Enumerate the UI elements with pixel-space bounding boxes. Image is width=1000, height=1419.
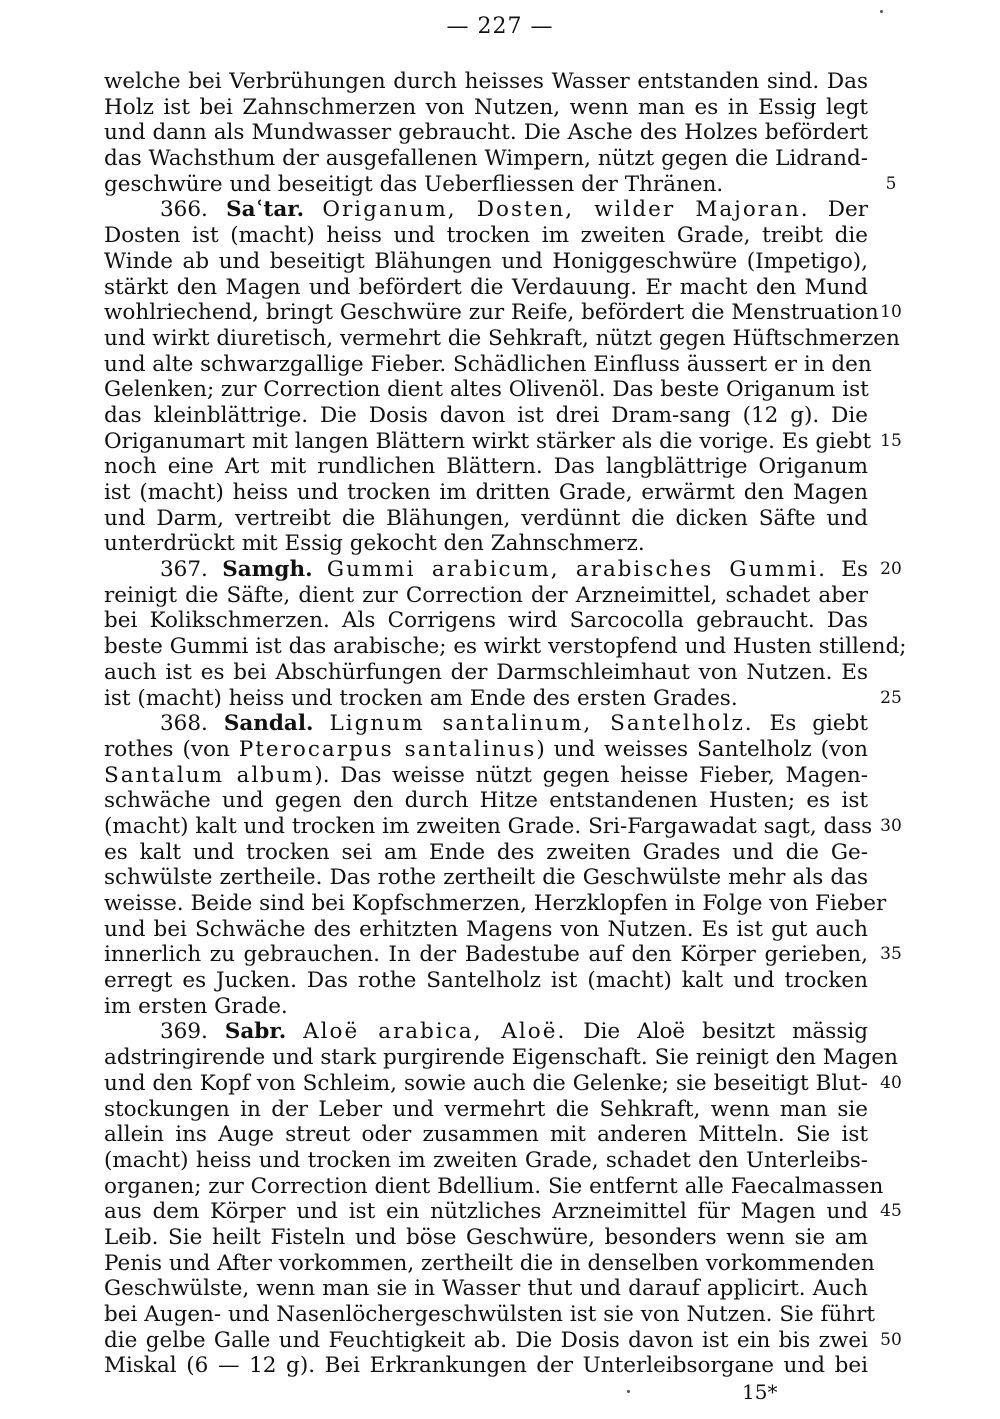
line-text xyxy=(104,480,868,506)
text-segment: Miskal (6 — 12 g). Bei Erkrankungen der Unterleibsorgane und bei xyxy=(104,1353,868,1379)
text-line xyxy=(104,531,868,557)
text-line xyxy=(104,1353,868,1379)
text-segment: stockungen in der Leber und vermehrt die Sehkraft, wenn man sie xyxy=(104,1096,868,1122)
line-text xyxy=(104,325,900,352)
text-segment: bei Kolikschmerzen. Als Corrigens wird Sarcocolla gebraucht. Das xyxy=(104,608,868,634)
text-segment: im ersten Grade. xyxy=(104,993,288,1019)
line-text xyxy=(104,1250,875,1277)
text-line xyxy=(104,300,902,326)
line-text xyxy=(104,506,868,532)
text-line xyxy=(104,557,902,583)
text-line xyxy=(104,275,868,301)
margin-line-number: 30 xyxy=(880,815,902,836)
text-line xyxy=(104,917,868,943)
text-line xyxy=(104,583,868,609)
entry-headword: Sandal. xyxy=(223,711,314,737)
line-text xyxy=(104,1225,868,1251)
text-segment: auch ist es bei Abschürfungen der Darmschleimhaut von Nutzen. Es xyxy=(104,659,868,685)
text-line xyxy=(104,737,868,763)
line-text xyxy=(104,840,868,866)
text-line xyxy=(104,95,868,121)
text-line xyxy=(104,891,887,917)
line-text xyxy=(104,531,868,557)
margin-line-number: 35 xyxy=(880,944,902,965)
text-segment: (macht) heiss und trocken im zweiten Grade, schadet den Unterleibs- xyxy=(104,1147,868,1173)
text-segment: und bei Schwäche des erhitzten Magens von Nutzen. Es ist gut auch xyxy=(104,916,868,942)
printer-signature-mark: 15* xyxy=(742,1380,778,1404)
line-text xyxy=(104,1097,868,1123)
line-text xyxy=(104,865,868,891)
line-text xyxy=(104,1148,868,1174)
text-segment: beste Gummi ist das arabische; es wirkt verstopfend und Husten stillend; xyxy=(104,634,907,660)
text-segment: ist (macht) heiss und trocken im dritten Grade, erwärmt den Magen xyxy=(104,480,868,505)
line-text xyxy=(104,1045,898,1071)
line-text xyxy=(104,994,868,1020)
line-text xyxy=(104,788,868,814)
text-segment xyxy=(304,197,322,222)
line-text xyxy=(104,197,868,223)
text-line xyxy=(104,994,868,1020)
text-segment xyxy=(314,711,330,736)
paper-speck xyxy=(880,10,883,13)
latin-name: Lignum santalinum, Santelholz. xyxy=(329,711,754,737)
line-text xyxy=(104,557,868,583)
text-segment xyxy=(286,1019,303,1044)
text-segment: Winde ab und beseitigt Blähungen und Honiggeschwüre (Impetigo), xyxy=(104,248,868,274)
line-text xyxy=(104,223,868,249)
text-segment: 366. xyxy=(160,197,227,223)
text-line xyxy=(104,1250,875,1277)
text-line xyxy=(104,1019,868,1045)
text-line xyxy=(104,685,902,712)
text-line xyxy=(104,146,868,172)
text-segment: 369. xyxy=(160,1019,225,1045)
line-text xyxy=(104,454,868,480)
line-text xyxy=(104,1353,868,1379)
text-segment: Penis und After vorkommen, zertheilt die in denselben vorkommenden xyxy=(104,1250,875,1276)
entry-headword: Sabr. xyxy=(224,1019,287,1045)
margin-line-number: 25 xyxy=(880,687,902,708)
latin-name: Pterocarpus santalinus xyxy=(238,736,537,762)
text-segment: das Wachsthum der ausgefallenen Wimpern, nützt gegen die Lidrand- xyxy=(104,146,868,172)
text-segment: schwülste zertheile. Das rothe zertheilt die Geschwülste mehr als das xyxy=(104,865,868,891)
margin-line-number: 10 xyxy=(880,302,902,323)
line-text xyxy=(104,1173,884,1200)
text-line xyxy=(104,660,868,686)
text-line xyxy=(104,351,872,378)
line-text xyxy=(104,968,868,994)
line-text xyxy=(104,737,868,763)
text-line xyxy=(104,1173,884,1200)
text-line xyxy=(104,788,868,814)
line-text xyxy=(104,711,868,737)
line-text xyxy=(104,1019,868,1045)
line-text xyxy=(104,1199,868,1225)
text-segment: rothes (von xyxy=(104,736,239,762)
text-segment: allein ins Auge streut oder zusammen mit anderen Mitteln. Sie ist xyxy=(104,1122,868,1148)
line-text xyxy=(104,1276,868,1302)
latin-name: Santalum album xyxy=(104,762,315,788)
line-text xyxy=(104,634,907,660)
text-line xyxy=(104,1045,898,1071)
line-text xyxy=(104,95,868,121)
text-segment: Es xyxy=(826,557,868,583)
line-text xyxy=(104,660,868,686)
text-line xyxy=(104,249,868,275)
text-line xyxy=(104,608,868,634)
line-text xyxy=(104,146,868,172)
margin-line-number: 15 xyxy=(880,430,902,451)
latin-name: Aloë arabica, Aloë. xyxy=(303,1019,567,1045)
text-segment: bei Augen- und Nasenlöchergeschwülsten ist sie von Nutzen. Sie führt xyxy=(104,1302,876,1327)
text-line xyxy=(104,480,868,506)
line-text xyxy=(104,249,868,275)
line-text xyxy=(104,351,872,378)
line-text xyxy=(104,403,868,429)
text-segment: Holz ist bei Zahnschmerzen von Nutzen, wenn man es in Essig legt xyxy=(104,94,868,120)
text-line xyxy=(104,711,868,737)
line-text xyxy=(104,1302,876,1328)
text-line xyxy=(104,1070,902,1097)
text-segment: Geschwülste, wenn man sie in Wasser thut und darauf applicirt. Auch xyxy=(104,1276,868,1302)
text-segment: Leib. Sie heilt Fisteln und böse Geschwüre, besonders wenn sie am xyxy=(104,1224,868,1250)
text-line xyxy=(104,1327,902,1354)
text-segment: welche bei Verbrühungen durch heisses Wasser entstanden sind. Das xyxy=(104,69,868,94)
text-segment: ). Das weisse nützt gegen heisse Fieber, Magen- xyxy=(314,762,868,788)
line-text xyxy=(104,917,868,943)
entry-headword: Samgh. xyxy=(222,557,313,583)
text-line xyxy=(104,403,868,429)
text-line xyxy=(104,69,868,95)
text-line xyxy=(104,171,897,198)
text-line xyxy=(104,763,868,789)
text-line xyxy=(104,840,868,866)
text-segment: stärkt den Magen und befördert die Verdauung. Er macht den Mund xyxy=(104,274,868,300)
text-segment: aus dem Körper und ist ein nützliches Arzneimittel für Magen und xyxy=(104,1199,868,1225)
text-line xyxy=(104,1199,902,1225)
text-segment: schwäche und gegen den durch Hitze entstandenen Husten; es ist xyxy=(104,788,868,814)
text-segment: und dann als Mundwasser gebraucht. Die Asche des Holzes befördert xyxy=(104,120,868,146)
text-line xyxy=(104,942,902,968)
text-segment: wohlriechend, bringt Geschwüre zur Reife, befördert die Menstruation xyxy=(104,300,879,326)
line-text xyxy=(104,1328,868,1354)
line-text xyxy=(104,428,872,455)
text-line xyxy=(104,865,868,891)
text-segment: und Darm, vertreibt die Blähungen, verdünnt die dicken Säfte und xyxy=(104,505,868,531)
text-line xyxy=(104,377,868,403)
text-segment: Es giebt xyxy=(753,711,868,737)
text-segment: Dosten ist (macht) heiss und trocken im zweiten Grade, treibt die xyxy=(104,223,868,249)
line-text xyxy=(104,583,868,609)
text-segment: unterdrückt mit Essig gekocht den Zahnschmerz. xyxy=(104,531,645,557)
latin-name: Origanum, Dosten, wilder Majoran. xyxy=(322,197,810,223)
text-segment: die gelbe Galle und Feuchtigkeit ab. Die Dosis davon ist ein bis zwei xyxy=(104,1327,868,1353)
text-segment: noch eine Art mit rundlichen Blättern. Das langblättrige Origanum xyxy=(104,454,868,480)
text-segment: und alte schwarzgallige Fieber. Schädlichen Einfluss äussert er in den xyxy=(104,351,872,377)
text-line xyxy=(104,506,868,532)
text-line xyxy=(104,968,868,994)
text-line xyxy=(104,1148,868,1174)
text-segment: Origanumart mit langen Blättern wirkt stärker als die vorige. Es giebt xyxy=(104,428,872,454)
text-line xyxy=(104,1276,868,1302)
text-line xyxy=(104,120,868,146)
paper-speck xyxy=(627,1390,630,1393)
line-text xyxy=(104,891,887,917)
line-text xyxy=(104,942,868,968)
text-segment: ) und weisses Santelholz (von xyxy=(536,736,868,762)
text-line xyxy=(104,1302,876,1328)
line-text xyxy=(104,813,873,840)
text-segment: Der xyxy=(809,197,868,223)
text-line xyxy=(104,428,902,455)
line-text xyxy=(104,377,868,403)
line-text xyxy=(104,300,879,326)
line-text xyxy=(104,120,868,146)
line-text xyxy=(104,763,868,789)
margin-line-number: 5 xyxy=(885,173,897,194)
text-segment: ist (macht) heiss und trocken am Ende des ersten Grades. xyxy=(104,685,738,711)
text-segment: geschwüre und beseitigt das Ueberfliessen der Thränen. xyxy=(104,171,724,197)
entry-headword: Saʿtar. xyxy=(226,197,305,223)
latin-name: Gummi arabicum, arabisches Gummi. xyxy=(326,557,827,583)
text-segment: das kleinblättrige. Die Dosis davon ist drei Dram-sang (12 g). Die xyxy=(104,402,868,428)
text-segment: (macht) kalt und trocken im zweiten Grade. Sri-Fargawadat sagt, dass xyxy=(104,813,873,839)
text-line xyxy=(104,197,868,223)
text-segment: 368. xyxy=(160,711,224,737)
body-text xyxy=(104,69,907,1379)
text-line xyxy=(104,634,907,660)
text-line xyxy=(104,1225,868,1251)
text-segment: innerlich zu gebrauchen. In der Badestube auf den Körper gerieben, xyxy=(104,942,868,968)
text-segment: weisse. Beide sind bei Kopfschmerzen, Herzklopfen in Folge von Fieber xyxy=(104,891,887,916)
line-text xyxy=(104,608,868,634)
text-segment xyxy=(313,557,327,582)
text-segment: Die Aloë besitzt mässig xyxy=(566,1019,868,1045)
margin-line-number: 50 xyxy=(880,1329,902,1350)
margin-line-number: 45 xyxy=(880,1201,902,1222)
line-text xyxy=(104,275,868,301)
margin-line-number: 20 xyxy=(880,559,902,580)
text-segment: und wirkt diuretisch, vermehrt die Sehkraft, nützt gegen Hüftschmerzen xyxy=(104,325,900,351)
line-text xyxy=(104,69,868,95)
text-line xyxy=(104,454,868,480)
text-segment: erregt es Jucken. Das rothe Santelholz ist (macht) kalt und trocken xyxy=(104,968,868,994)
text-line xyxy=(104,813,902,840)
text-segment: reinigt die Säfte, dient zur Correction der Arzneimittel, schadet aber xyxy=(104,582,868,608)
text-segment: und den Kopf von Schleim, sowie auch die Gelenke; sie beseitigt Blut- xyxy=(104,1070,868,1096)
text-segment: Gelenken; zur Correction dient altes Olivenöl. Das beste Origanum ist xyxy=(104,377,869,403)
margin-line-number: 40 xyxy=(880,1072,902,1093)
text-line xyxy=(104,1122,868,1148)
text-line xyxy=(104,325,900,352)
line-text xyxy=(104,172,868,198)
line-text xyxy=(104,1122,868,1148)
text-segment: organen; zur Correction dient Bdellium. Sie entfernt alle Faecalmassen xyxy=(104,1173,884,1199)
text-segment: adstringirende und stark purgirende Eigenschaft. Sie reinigt den Magen xyxy=(104,1045,898,1071)
page-number: — 227 — xyxy=(446,14,554,39)
line-text xyxy=(104,1071,868,1097)
text-segment: es kalt und trocken sei am Ende des zweiten Grades und die Ge- xyxy=(104,839,868,865)
text-line xyxy=(104,1097,868,1123)
text-segment: 367. xyxy=(160,557,223,583)
line-text xyxy=(104,686,868,712)
text-line xyxy=(104,223,868,249)
